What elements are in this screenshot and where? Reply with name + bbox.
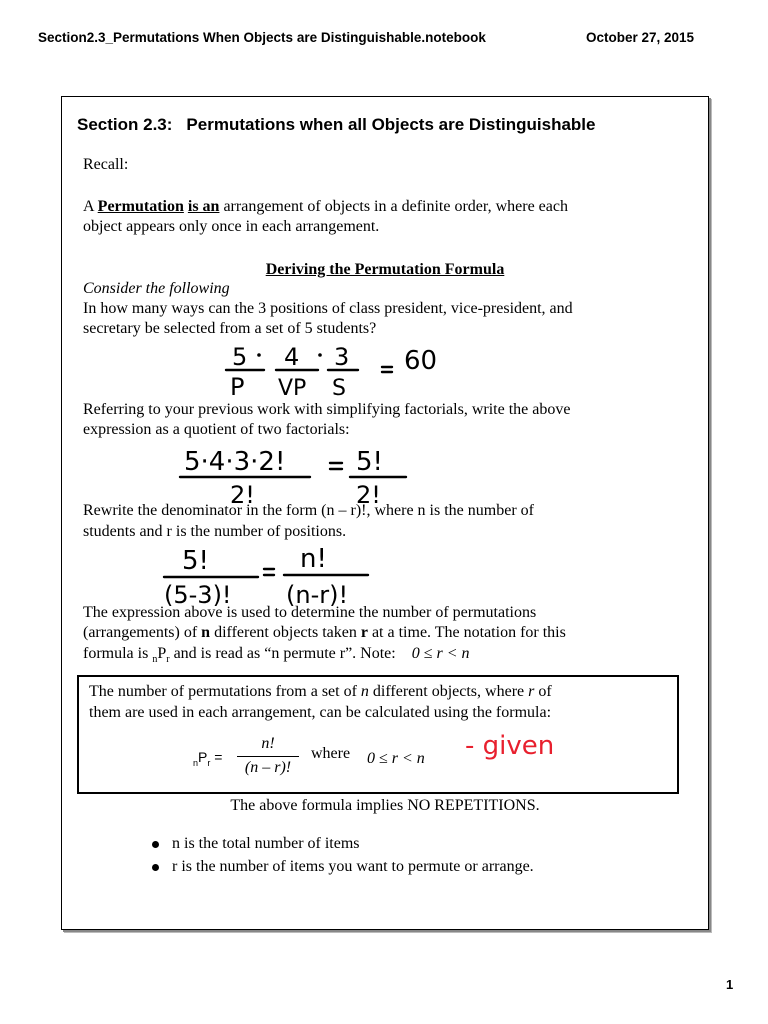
rewrite-line-2: students and r is the number of positions. xyxy=(83,523,347,540)
handwritten-general-form xyxy=(162,543,402,609)
section-label: Section 2.3: xyxy=(77,115,173,134)
svg-text:2!: 2! xyxy=(356,481,381,507)
handwritten-quotient xyxy=(178,443,418,507)
page-number: 1 xyxy=(726,977,734,992)
subheading: Deriving the Permutation Formula xyxy=(265,261,505,278)
svg-text:3: 3 xyxy=(334,343,350,371)
handwritten-given-annotation: - given xyxy=(465,731,555,761)
list-item: r is the number of items you want to permute or arrange. xyxy=(150,858,534,881)
formula-denominator: (n – r)! xyxy=(244,759,292,776)
svg-text:n!: n! xyxy=(300,544,327,574)
svg-text:60: 60 xyxy=(404,346,438,376)
factorial-line-1: Referring to your previous work with simplifying factorials, write the above xyxy=(83,401,571,418)
svg-text:5: 5 xyxy=(232,343,248,371)
definition-bullets xyxy=(150,835,534,881)
notebook-page xyxy=(61,96,709,930)
page-title xyxy=(77,115,595,135)
svg-text:5!: 5! xyxy=(182,546,209,576)
definition-line-2: object appears only once in each arrangement. xyxy=(83,218,380,235)
svg-text:4: 4 xyxy=(284,343,300,371)
question-line-2: secretary be selected from a set of 5 students? xyxy=(83,320,377,337)
handwritten-product xyxy=(222,341,452,399)
expression-line-2: (arrangements) of n different objects taken r at a time. The notation for this xyxy=(83,624,566,641)
consider-label: Consider the following xyxy=(83,280,230,297)
factorial-line-2: expression as a quotient of two factorials: xyxy=(83,421,350,438)
formula-where: where xyxy=(311,745,351,762)
question-line-1: In how many ways can the 3 positions of class president, vice-president, and xyxy=(83,300,573,317)
recall-label: Recall: xyxy=(83,156,129,173)
svg-text:(5-3)!: (5-3)! xyxy=(164,581,232,609)
expression-line-1: The expression above is used to determine the number of permutations xyxy=(83,604,537,621)
formula-fraction xyxy=(237,735,299,777)
note-condition: 0 ≤ r < n xyxy=(411,645,470,662)
expression-line-3: formula is $_nP_r$ and is read as “n permute r”. Note: 0 ≤ r < n xyxy=(83,645,470,666)
section-title: Permutations when all Objects are Distinguishable xyxy=(186,115,596,134)
svg-text:(n-r)!: (n-r)! xyxy=(286,581,349,609)
box-line-2: them are used in each arrangement, can be calculated using the formula: xyxy=(89,704,552,721)
notebook-filename: Section2.3_Permutations When Objects are Distinguishable.notebook xyxy=(38,30,486,45)
box-line-1: The number of permutations from a set of n different objects, where r of xyxy=(89,683,552,700)
definition-line-1: A Permutation is an arrangement of objects in a definite order, where each xyxy=(83,198,568,215)
formula-numerator: n! xyxy=(261,735,275,752)
svg-text:5!: 5! xyxy=(356,447,383,477)
formula-condition: 0 ≤ r < n xyxy=(367,750,425,767)
list-item: n is the total number of items xyxy=(150,835,534,858)
svg-text:5·4·3·2!: 5·4·3·2! xyxy=(184,447,286,477)
permutation-term: Permutation xyxy=(97,198,184,215)
notebook-date: October 27, 2015 xyxy=(586,30,695,45)
svg-text:S: S xyxy=(332,376,346,399)
npr-notation: $_nP_r$ = xyxy=(193,749,223,768)
no-repetitions-note: The above formula implies NO REPETITIONS. xyxy=(230,797,540,814)
formula-box xyxy=(77,675,679,794)
svg-text:P: P xyxy=(230,373,245,399)
svg-text:2!: 2! xyxy=(230,481,255,507)
rewrite-line-1: Rewrite the denominator in the form (n – r)!, where n is the number of xyxy=(83,502,534,519)
svg-text:VP: VP xyxy=(278,376,307,399)
